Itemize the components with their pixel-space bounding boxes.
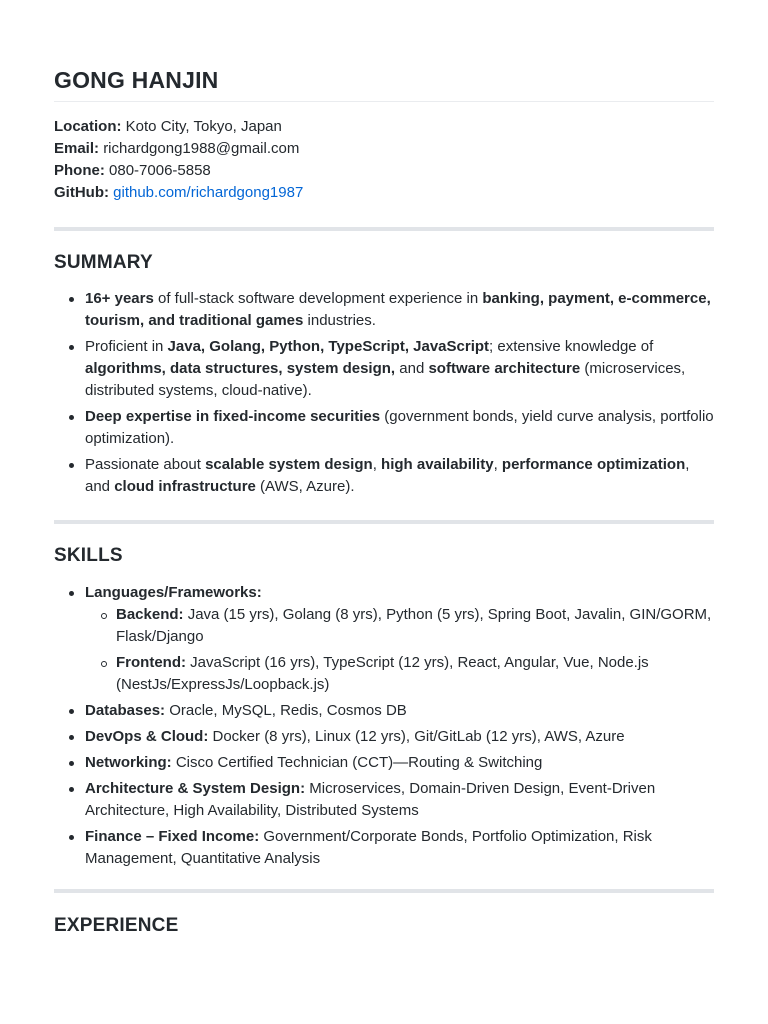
location-label: Location: xyxy=(54,118,122,135)
name-divider xyxy=(54,101,714,102)
skills-subitem-backend: Backend: Java (15 yrs), Golang (8 yrs), Python (5 yrs), Spring Boot, Javalin, GIN/GORM, Flask/Django xyxy=(116,604,714,648)
skills-item-databases: Databases: Oracle, MySQL, Redis, Cosmos DB xyxy=(85,700,714,722)
skill-label: Languages/Frameworks: xyxy=(85,584,262,601)
location-value: Koto City, Tokyo, Japan xyxy=(125,118,282,135)
languages-sublist xyxy=(85,604,714,696)
contact-location xyxy=(54,116,714,138)
skills-subitem-frontend: Frontend: JavaScript (16 yrs), TypeScript (12 yrs), React, Angular, Vue, Node.js (NestJs/ExpressJs/Loopback.js) xyxy=(116,652,714,696)
summary-item: Passionate about scalable system design, high availability, performance optimization, and cloud infrastructure (AWS, Azure). xyxy=(85,454,714,498)
contact-phone xyxy=(54,160,714,182)
phone-label: Phone: xyxy=(54,162,105,179)
summary-item: 16+ years of full-stack software development experience in banking, payment, e-commerce, tourism, and traditional games industries. xyxy=(85,288,714,332)
summary-item: Proficient in Java, Golang, Python, TypeScript, JavaScript; extensive knowledge of algorithms, data structures, system design, and software architecture (microservices, distributed systems, cloud-native). xyxy=(85,336,714,402)
skills-item-networking: Networking: Cisco Certified Technician (CCT)—Routing & Switching xyxy=(85,752,714,774)
skills-item-finance: Finance – Fixed Income: Government/Corporate Bonds, Portfolio Optimization, Risk Management, Quantitative Analysis xyxy=(85,826,714,870)
skills-item-devops: DevOps & Cloud: Docker (8 yrs), Linux (12 yrs), Git/GitLab (12 yrs), AWS, Azure xyxy=(85,726,714,748)
skills-item-architecture: Architecture & System Design: Microservices, Domain-Driven Design, Event-Driven Architecture, High Availability, Distributed Systems xyxy=(85,778,714,822)
skills-list xyxy=(54,582,714,874)
github-link[interactable]: github.com/richardgong1987 xyxy=(113,184,304,201)
contact-block xyxy=(54,116,714,204)
experience-heading: EXPERIENCE xyxy=(54,915,179,936)
contact-email xyxy=(54,138,714,160)
skills-heading: SKILLS xyxy=(54,545,123,566)
contact-github xyxy=(54,182,714,204)
candidate-name: GONG HANJIN xyxy=(54,67,219,93)
section-divider xyxy=(54,520,714,524)
section-divider xyxy=(54,889,714,893)
github-label: GitHub: xyxy=(54,184,109,201)
summary-item: Deep expertise in fixed-income securities (government bonds, yield curve analysis, portfolio optimization). xyxy=(85,406,714,450)
phone-value: 080-7006-5858 xyxy=(109,162,211,179)
summary-list xyxy=(54,288,714,502)
email-value: richardgong1988@gmail.com xyxy=(103,140,300,157)
summary-heading: SUMMARY xyxy=(54,252,153,273)
section-divider xyxy=(54,227,714,231)
skills-item-languages xyxy=(85,582,714,696)
email-label: Email: xyxy=(54,140,100,157)
